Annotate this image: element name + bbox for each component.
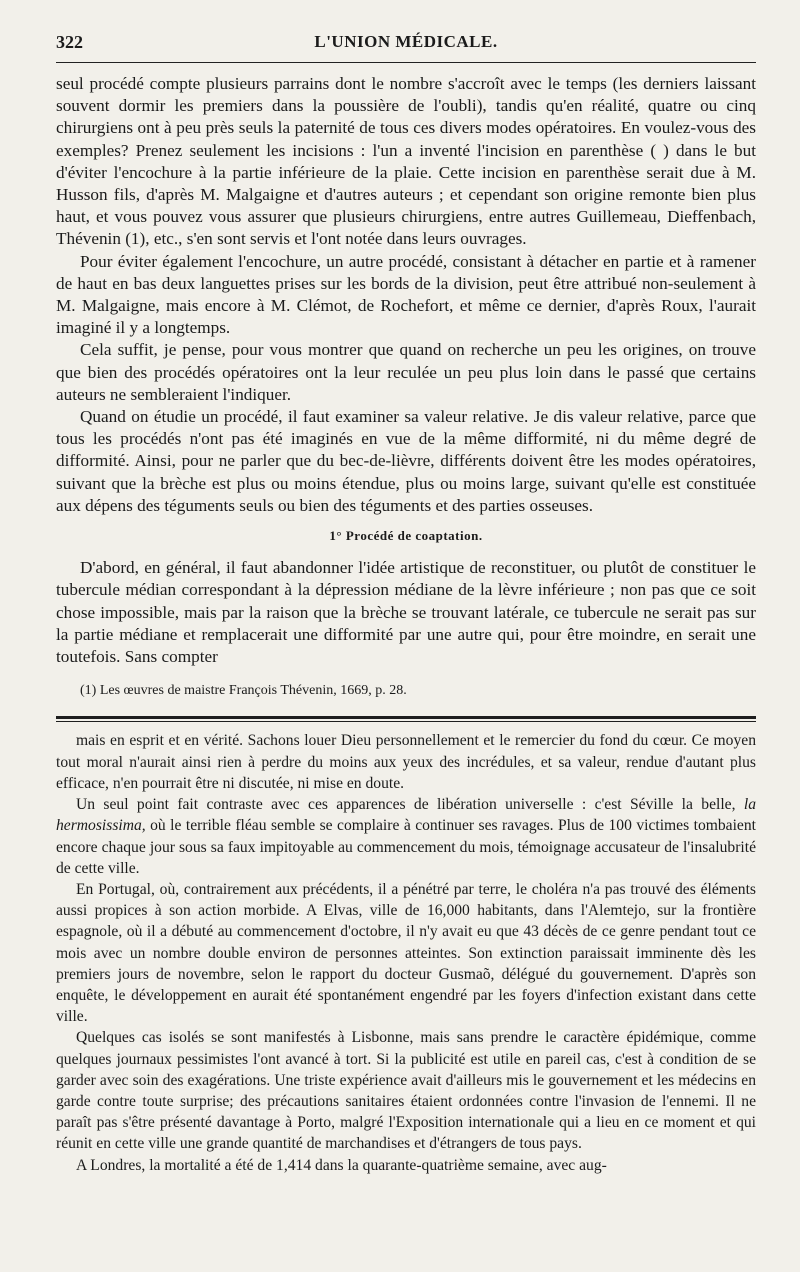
article-cholera-chronicle (56, 730, 756, 1175)
paragraph: En Portugal, où, contrairement aux précédents, il a pénétré par terre, le choléra n'a pas trouvé des éléments aussi propices à son action morbide. A Elvas, ville de 16,000 habitants, dans l'Alemtejo, sur la frontière espagnole, où il a débuté au commencement d'octobre, il n'y avait eu que 43 décès de ce genre pendant tout ce mois avec un nombre double environ de personnes atteintes. Son extinction paraissait imminente dès les premiers jours de novembre, selon le rapport du docteur Gusmaõ, délégué du gouvernement. D'après son enquête, le développement en aurait été spontanément engendré par les foyers d'infection existant dans cette ville. (56, 880, 756, 1026)
paragraph: D'abord, en général, il faut abandonner l'idée artistique de reconstituer, ou plutôt de constituer le tubercule médian correspondant à la dépression médiane de la lèvre inférieure ; non pas que ce soit chose impossible, mais par la raison que la brèche se trouvant latérale, ce tubercule ne serait pas sur la partie médiane et remplacerait une difformité par une autre qui, pour être moindre, en serait une toutefois. Sans compter (56, 558, 756, 667)
paragraph-text: Un seul point fait contraste avec ces apparences de libération universelle : c'est Séville la belle, (76, 796, 744, 814)
paragraph: A Londres, la mortalité a été de 1,414 dans la quarante-quatrième semaine, avec aug- (76, 1156, 607, 1174)
paragraph: mais en esprit et en vérité. Sachons louer Dieu personnellement et le remercier du fond du cœur. Ce moyen tout moral n'aurait ainsi rien à perdre du moins aux yeux des incrédules, et sa valeur, rendue d'autant plus efficace, n'en pourrait être ni discutée, ni mise en doute. (56, 732, 756, 792)
paragraph: Quelques cas isolés se sont manifestés à Lisbonne, mais sans prendre le caractère épidémique, comme quelques journaux pessimistes l'ont avancé à tort. Si la publicité est utile en pareil cas, c'est à condition de se garder avec soin des exagérations. Une triste expérience avait d'ailleurs mis le gouvernement et les médecins en garde contre toute surprise; des précautions sanitaires étaient ordonnées contre l'invasion de l'ennemi. Il ne paraît pas s'être présenté davantage à Porto, malgré l'Exposition internationale qui a lieu en ce moment et qui réunit en cette ville une grande quantité de marchandises et d'étrangers de tous pays. (56, 1029, 756, 1153)
paragraph: Pour éviter également l'encochure, un autre procédé, consistant à détacher en partie et à ramener de haut en bas deux languettes prises sur les bords de la division, peut être attribué non-seulement à M. Malgaigne, mais encore à M. Clémot, de Rochefort, et même ce dernier, d'après Roux, l'aurait imaginé il y a longtemps. (56, 251, 756, 338)
running-title: L'UNION MÉDICALE. (314, 32, 498, 51)
paragraph-text: où le terrible fléau semble se complaire à continuer ses ravages. Plus de 100 victimes tombaient encore chaque jour sous sa faux impitoyable au commencement du mois, témoignage accusateur de l'insalubrité de cette ville. (56, 817, 756, 877)
page-number: 322 (56, 32, 83, 52)
article-bec-de-lievre (56, 73, 756, 702)
page-header (56, 30, 756, 63)
italic-phrase: la hermosissima, (56, 796, 756, 835)
paragraph: Cela suffit, je pense, pour vous montrer que quand on recherche un peu les origines, on trouve que bien des procédés opératoires ont la leur reculée un peu plus loin dans le passé que certains auteurs ne sembleraient l'indiquer. (56, 340, 756, 404)
section-heading: 1° Procédé de coaptation. (329, 528, 483, 544)
footnote: (1) Les œuvres de maistre François Thévenin, 1669, p. 28. (80, 683, 407, 699)
section-divider (56, 716, 756, 722)
paragraph: seul procédé compte plusieurs parrains dont le nombre s'accroît avec le temps (les derniers laissant souvent dormir les premiers dans la poussière de l'oubli), tandis qu'en réalité, quatre ou cinq chirurgiens ont à peu près seuls la paternité de tous ces divers modes opératoires. En voulez-vous des exemples? Prenez seulement les incisions : l'un a inventé l'incision en parenthèse ( ) dans le but d'éviter l'encochure à la partie inférieure de la plaie. Cette incision en parenthèse serait due à M. Husson fils, d'après M. Malgaigne et d'autres auteurs ; et cependant son origine remonte bien plus haut, et vous pouvez vous assurer que plusieurs chirurgiens, entre autres Guillemeau, Dieffenbach, Thévenin (1), etc., s'en sont servis et l'ont notée dans leurs ouvrages. (56, 74, 756, 249)
paragraph-seville (56, 794, 756, 879)
paragraph: Quand on étudie un procédé, il faut examiner sa valeur relative. Je dis valeur relative, parce que tous les procédés n'ont pas été imaginés en vue de la même difformité, ni du même degré de difformité. Ainsi, pour ne parler que du bec-de-lièvre, différents doivent être les modes opératoires, suivant que la brèche est plus ou moins étendue, plus ou moins large, suivant qu'elle est constituée aux dépens des téguments seuls ou bien des téguments et des parties osseuses. (56, 407, 756, 515)
